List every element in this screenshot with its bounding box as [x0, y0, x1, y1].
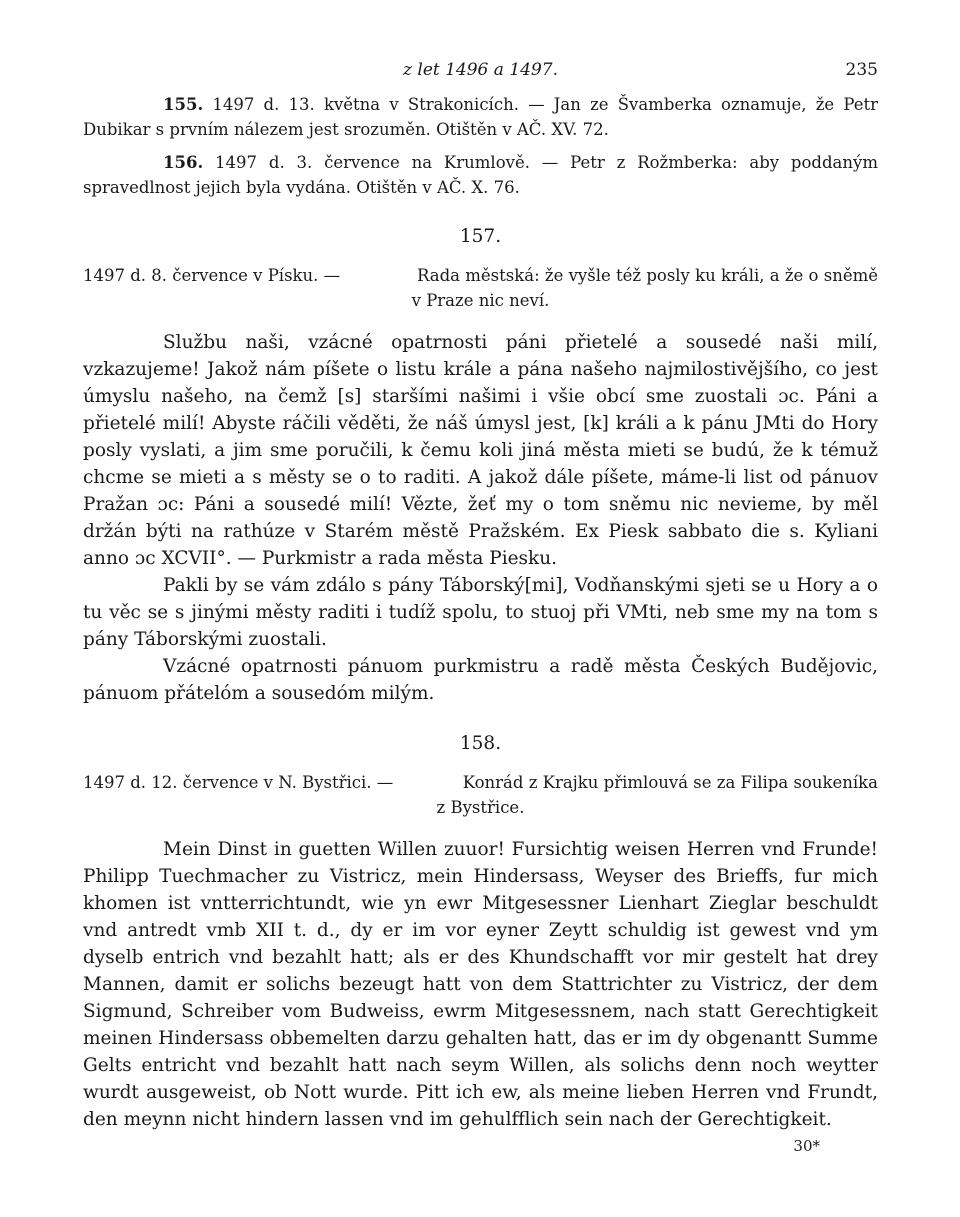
- letter-paragraph: Službu naši, vzácné opatrnosti páni přietelé a sousedé naši milí, vzkazujeme! Jakož nám píšete o listu krále a pána našeho najmilostivějšího, co jest úmyslu našeho, na čemž [s] staršími našimi i všie obcí sme zuostali ɔc. Páni a přietelé milí! Abyste ráčili věděti, že náš úmysl jest, [k] králi a k pánu JMti do Hory posly vyslati, a jim sme poručili, k čemu koli jiná města mieti se budú, že k témuž chcme se mieti a s městy se o to raditi. A jakož dále píšete, máme-li list od pánuov Pražan ɔc: Páni a sousedé milí! Vězte, žeť my o tom sněmu nic nevieme, by měl držán býti na rathúze v Starém městě Pražském. Ex Piesk sabbato die s. Kyliani anno ɔc XCVII°. — Purkmistr a rada města Piesku.: [83, 332, 878, 569]
- sheet-signature-mark: 30*: [793, 1137, 820, 1155]
- heading-summary: Konrád z Krajku přimlouvá se za Filipa soukeníka: [462, 773, 878, 792]
- heading-summary-continued: z Bystřice.: [436, 798, 525, 817]
- regest-number: 156.: [163, 153, 204, 172]
- regest-text: 1497 d. 3. července na Krumlově. — Petr z Rožmberka: aby poddaným spravedlnost jejich byla vydána. Otištěn v AČ. X. 76.: [83, 153, 878, 197]
- regest-number: 155.: [163, 95, 204, 114]
- heading-date-place: 1497 d. 12. července v N. Bystřici. —: [83, 773, 394, 792]
- letter-paragraph: Mein Dinst in guetten Willen zuuor! Fursichtig weisen Herren vnd Frunde! Philipp Tuechmacher zu Vistricz, mein Hindersass, Weyser des Brieffs, fur mich khomen ist vntterrichtundt, wie yn ewr Mitgesessner Lienhart Zieglar beschuldt vnd antredt vmb XII t. d., dy er im vor eyner Zeytt schuldig ist gewest vnd ym dyselb entrich vnd bezahlt hatt; als er des Khundschafft vor mir gestelt hat drey Mannen, damit er solichs bezeugt hatt von dem Stattrichter zu Vistricz, der dem Sigmund, Schreiber vom Budweiss, ewrm Mitgesessnem, nach statt Gerechtigkeit meinen Hindersass obbemelten darzu gehalten hatt, das er im dy obgenantt Summe Gelts entricht vnd bezahlt hatt nach seym Willen, als solichs denn noch weytter wurdt ausgeweist, ob Nott wurde. Pitt ich ew, als meine lieben Herren vnd Frundt, den meynn nicht hindern lassen vnd im gehulfflich sein nach der Gerechtigkeit.: [83, 839, 878, 1130]
- postscript-paragraph: Pakli by se vám zdálo s pány Táborský[mi], Vodňanskými sjeti se u Hory a o tu věc se s jinými městy raditi i tudíž spolu, to stuoj při VMti, neb sme my na tom s pány Táborskými zuostali.: [83, 575, 878, 650]
- address-paragraph: Vzácné opatrnosti pánuom purkmistru a radě města Českých Budějovic, pánuom přátelóm a sousedóm milým.: [83, 656, 878, 704]
- regest-155: [83, 92, 878, 142]
- heading-summary-continued: v Praze nic neví.: [411, 291, 550, 310]
- document-number-158: 158.: [459, 733, 502, 754]
- page-header: [83, 58, 878, 92]
- document-number-157: 157.: [459, 226, 502, 247]
- document-heading-157: [83, 263, 878, 313]
- heading-summary: Rada městská: že vyšle též posly ku králi, a že o sněmě: [416, 266, 878, 285]
- page-number: 235: [845, 60, 878, 80]
- heading-date-place: 1497 d. 8. července v Písku. —: [83, 266, 341, 285]
- running-title: z let 1496 a 1497.: [403, 60, 558, 80]
- regest-156: [83, 150, 878, 200]
- document-page: [83, 58, 878, 1155]
- regest-text: 1497 d. 13. května v Strakonicích. — Jan ze Švamberka oznamuje, že Petr Dubikar s prvním nálezem jest srozuměn. Otištěn v AČ. XV. 72.: [83, 95, 878, 139]
- document-heading-158: [83, 770, 878, 820]
